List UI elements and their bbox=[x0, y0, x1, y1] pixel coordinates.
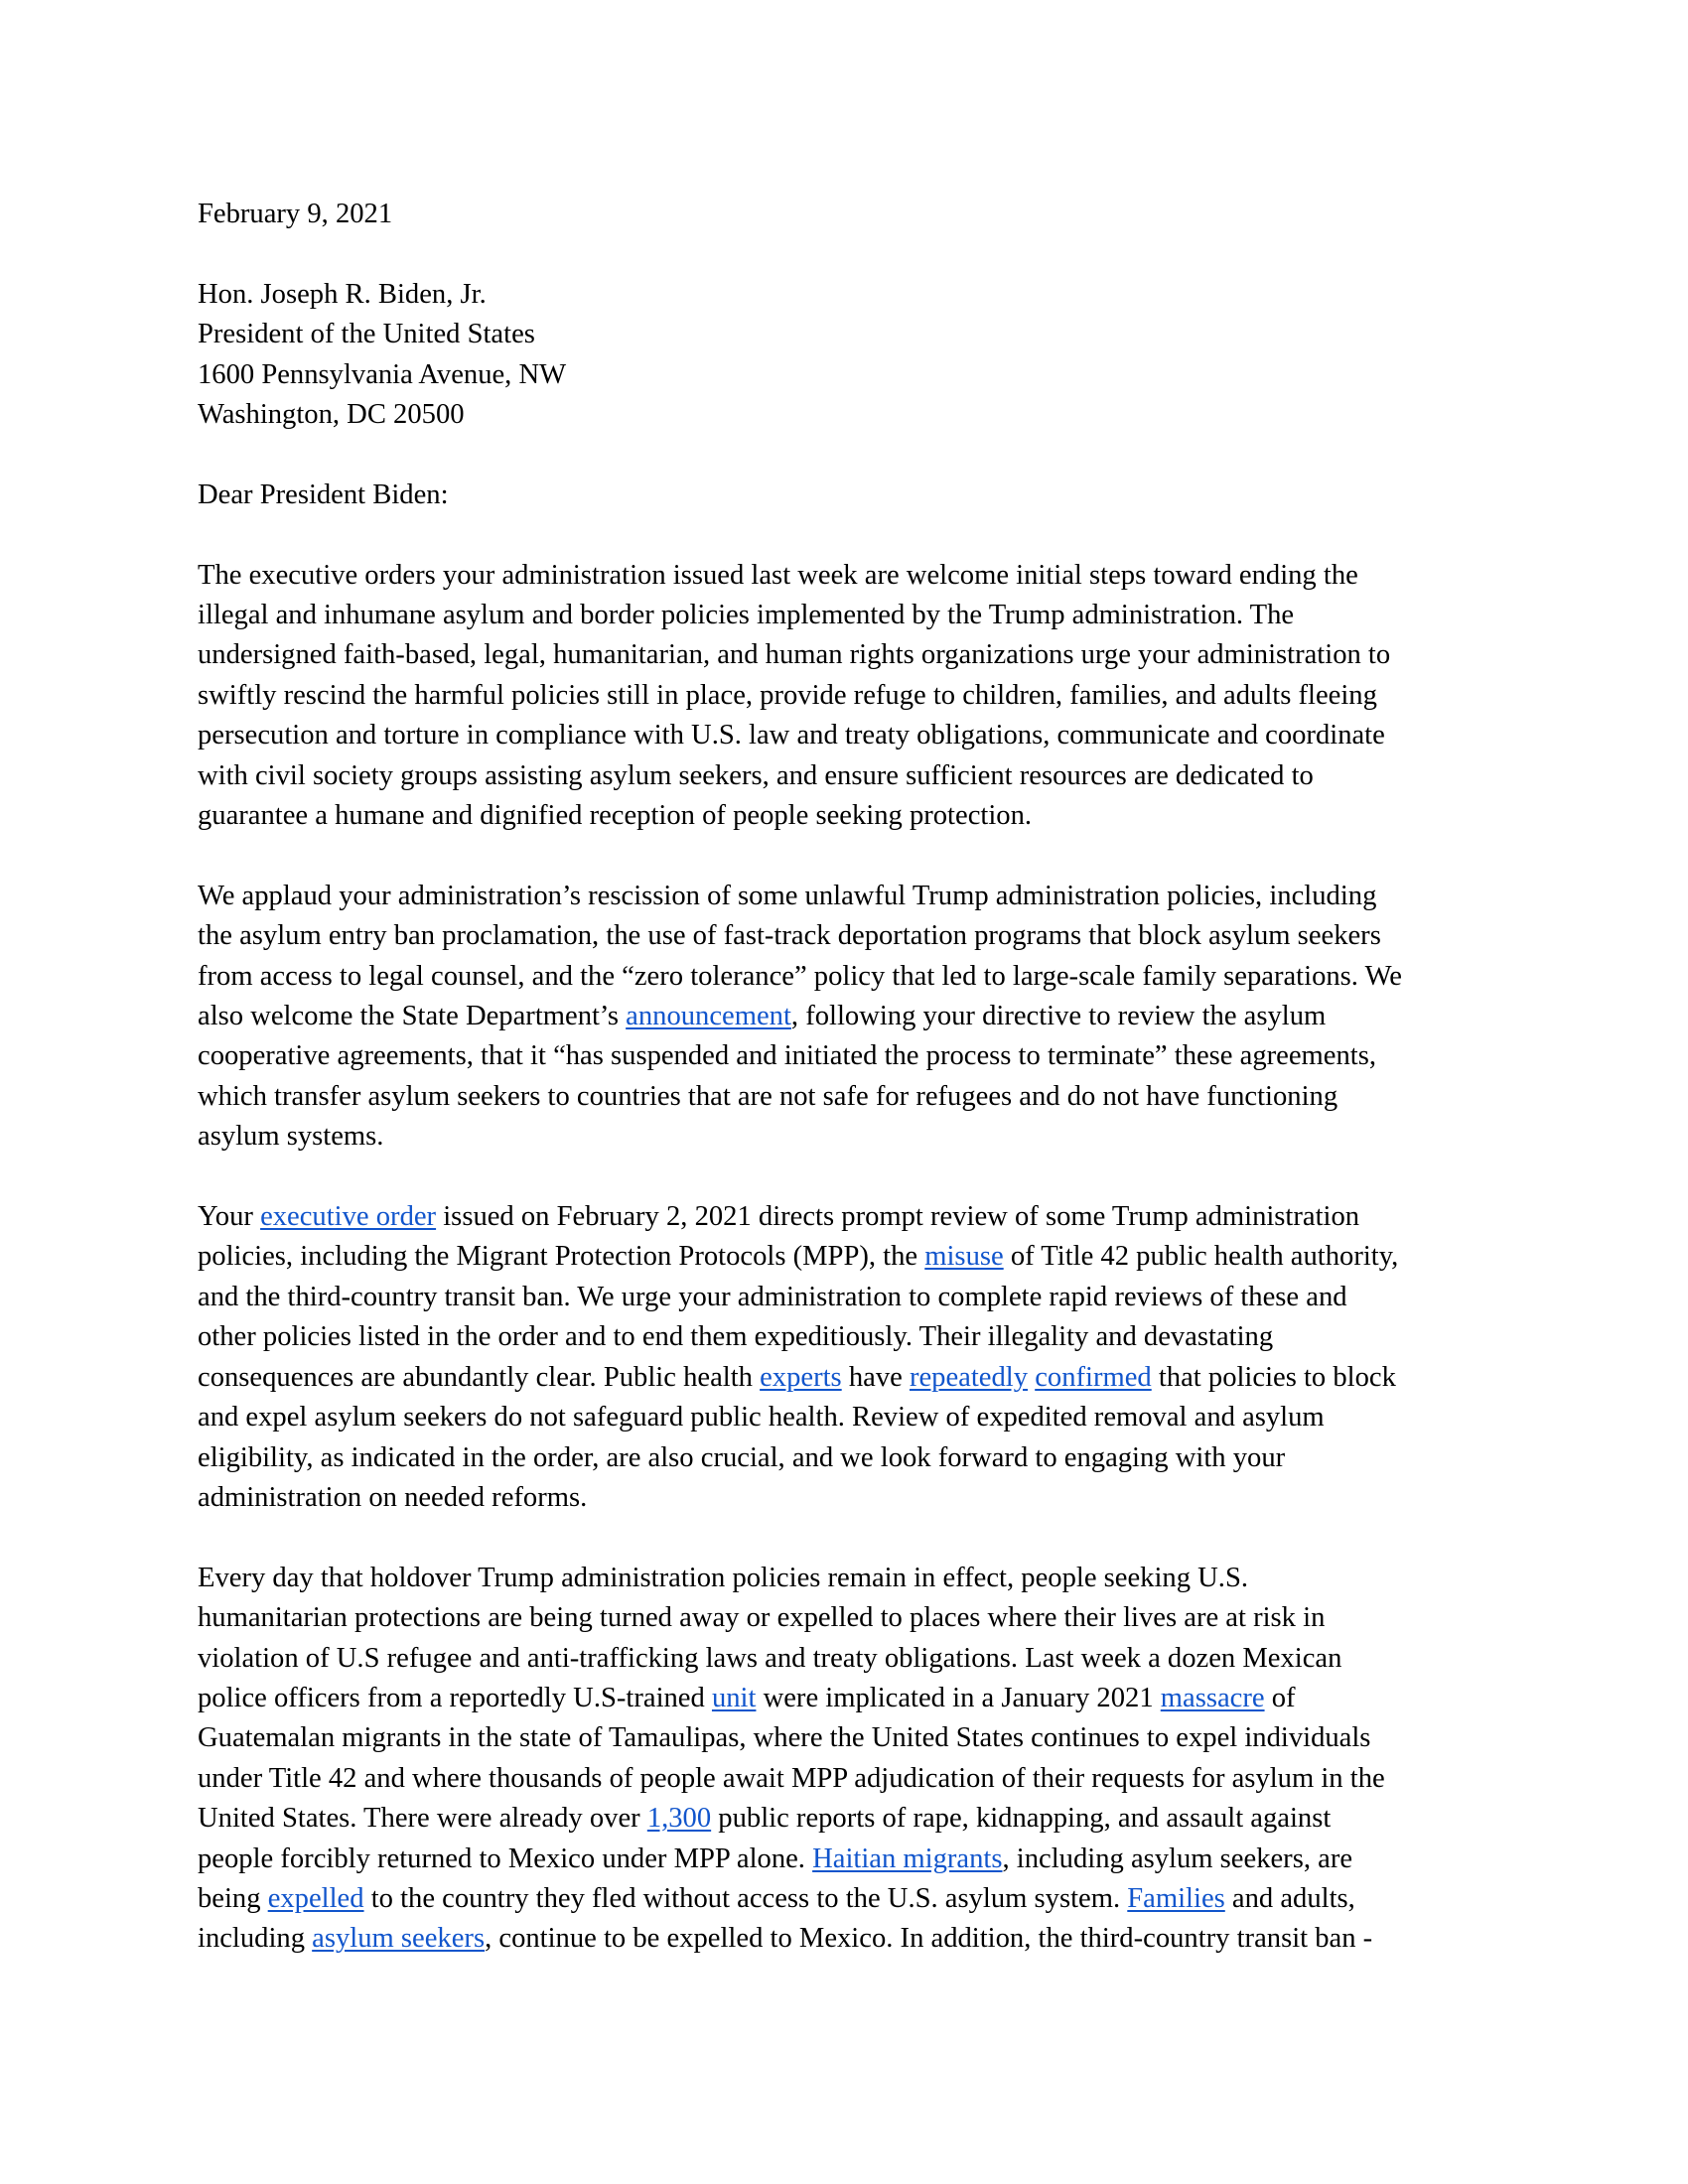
body-paragraph bbox=[198, 1197, 1498, 1518]
text-segment: The executive orders your administration issued last week are welcome initial steps toward ending the bbox=[198, 559, 1358, 591]
text-segment: have bbox=[841, 1361, 910, 1393]
paragraph-line bbox=[198, 877, 1498, 916]
paragraph-line bbox=[198, 1278, 1498, 1317]
paragraph-line bbox=[198, 796, 1498, 836]
paragraph-line bbox=[198, 1639, 1498, 1679]
paragraph-line bbox=[198, 596, 1498, 635]
text-segment: , following your directive to review the asylum bbox=[790, 1001, 1327, 1032]
text-segment: with civil society groups assisting asylum seekers, and ensure sufficient resources are dedicated to bbox=[198, 759, 1314, 791]
body-paragraph bbox=[198, 556, 1498, 837]
hyperlink[interactable]: asylum seekers bbox=[312, 1923, 486, 1955]
text-segment: issued on February 2, 2021 directs prompt review of some Trump administration bbox=[436, 1201, 1360, 1233]
text-segment: humanitarian protections are being turned away or expelled to places where their lives are at risk in bbox=[198, 1602, 1326, 1634]
text-segment: of bbox=[1264, 1682, 1296, 1713]
text-segment: under Title 42 and where thousands of people await MPP adjudication of their requests for asylum in the bbox=[198, 1762, 1385, 1794]
paragraph-line bbox=[198, 676, 1498, 716]
paragraph-line bbox=[198, 1478, 1498, 1518]
hyperlink[interactable]: Haitian migrants bbox=[812, 1843, 1003, 1874]
body-paragraph bbox=[198, 1559, 1498, 1960]
paragraph-line bbox=[198, 1879, 1498, 1919]
text-segment: and expel asylum seekers do not safeguard public health. Review of expedited removal and asylum bbox=[198, 1402, 1325, 1433]
paragraph-line bbox=[198, 1598, 1498, 1638]
address-line: President of the United States bbox=[198, 319, 535, 350]
paragraph-line bbox=[198, 1077, 1498, 1117]
body-paragraph bbox=[198, 877, 1498, 1158]
hyperlink[interactable]: 1,300 bbox=[646, 1803, 712, 1835]
paragraph-line bbox=[198, 1438, 1498, 1478]
salutation-text: Dear President Biden: bbox=[198, 478, 449, 510]
address-line: Washington, DC 20500 bbox=[198, 399, 465, 431]
paragraph-line bbox=[198, 556, 1498, 596]
paragraph-line bbox=[198, 916, 1498, 956]
letter-date bbox=[198, 195, 1498, 234]
paragraph-line bbox=[198, 957, 1498, 997]
paragraph-line bbox=[198, 997, 1498, 1036]
text-segment: eligibility, as indicated in the order, are also crucial, and we look forward to engaging with your bbox=[198, 1441, 1286, 1473]
text-segment: public reports of rape, kidnapping, and assault against bbox=[711, 1803, 1332, 1835]
hyperlink[interactable]: repeatedly bbox=[909, 1361, 1029, 1393]
paragraph-line bbox=[198, 1036, 1498, 1076]
text-segment: cooperative agreements, that it “has suspended and initiated the process to terminate” these agreements, bbox=[198, 1040, 1376, 1072]
text-segment: illegal and inhumane asylum and border policies implemented by the Trump administration. The bbox=[198, 600, 1295, 631]
paragraph-line bbox=[198, 1559, 1498, 1598]
text-segment: , continue to be expelled to Mexico. In addition, the third-country transit ban - bbox=[485, 1923, 1373, 1955]
paragraph-line bbox=[198, 1679, 1498, 1718]
paragraph-line bbox=[198, 1398, 1498, 1437]
hyperlink[interactable]: misuse bbox=[924, 1241, 1004, 1273]
text-segment: of Title 42 public health authority, bbox=[1003, 1241, 1399, 1273]
paragraph-line bbox=[198, 1799, 1498, 1839]
paragraph-line bbox=[198, 716, 1498, 755]
text-segment: which transfer asylum seekers to countries that are not safe for refugees and do not have functioning bbox=[198, 1080, 1338, 1112]
text-segment: being bbox=[198, 1882, 268, 1914]
text-segment: consequences are abundantly clear. Public health bbox=[198, 1361, 761, 1393]
address-line: 1600 Pennsylvania Avenue, NW bbox=[198, 358, 567, 390]
text-segment: to the country they fled without access to the U.S. asylum system. bbox=[363, 1882, 1128, 1914]
hyperlink[interactable]: unit bbox=[711, 1682, 757, 1713]
address-line: Hon. Joseph R. Biden, Jr. bbox=[198, 278, 487, 310]
paragraph-line bbox=[198, 1317, 1498, 1357]
paragraph-line bbox=[198, 1117, 1498, 1157]
paragraph-line bbox=[198, 1919, 1498, 1959]
text-segment: from access to legal counsel, and the “zero tolerance” policy that led to large-scale family separations. We bbox=[198, 960, 1402, 992]
text-segment: also welcome the State Department’s bbox=[198, 1001, 627, 1032]
text-segment: Every day that holdover Trump administration policies remain in effect, people seeking U.S. bbox=[198, 1562, 1249, 1593]
salutation bbox=[198, 476, 1498, 515]
text-segment: and the third-country transit ban. We urge your administration to complete rapid reviews of these and bbox=[198, 1281, 1347, 1312]
text-segment: police officers from a reportedly U.S-trained bbox=[198, 1682, 712, 1713]
text-segment: Guatemalan migrants in the state of Tamaulipas, where the United States continues to expel individuals bbox=[198, 1722, 1371, 1754]
text-segment: including bbox=[198, 1923, 313, 1955]
text-segment: administration on needed reforms. bbox=[198, 1481, 588, 1513]
text-segment: other policies listed in the order and to end them expeditiously. Their illegality and devastating bbox=[198, 1321, 1274, 1353]
letter-body bbox=[198, 195, 1498, 1960]
text-segment: We applaud your administration’s rescission of some unlawful Trump administration policies, including bbox=[198, 880, 1377, 911]
text-segment: the asylum entry ban proclamation, the use of fast-track deportation programs that block asylum seekers bbox=[198, 920, 1381, 952]
date-text: February 9, 2021 bbox=[198, 199, 393, 229]
text-segment: policies, including the Migrant Protection Protocols (MPP), the bbox=[198, 1241, 925, 1273]
text-segment: violation of U.S refugee and anti-trafficking laws and treaty obligations. Last week a dozen Mexican bbox=[198, 1642, 1342, 1674]
text-segment: asylum systems. bbox=[198, 1121, 384, 1153]
letter-paragraphs bbox=[198, 556, 1498, 1960]
text-segment: and adults, bbox=[1224, 1882, 1355, 1914]
paragraph-line bbox=[198, 756, 1498, 796]
paragraph-line bbox=[198, 1759, 1498, 1799]
paragraph-line bbox=[198, 635, 1498, 675]
text-segment: were implicated in a January 2021 bbox=[756, 1682, 1161, 1713]
hyperlink[interactable]: announcement bbox=[626, 1001, 791, 1032]
text-segment: guarantee a humane and dignified reception of people seeking protection. bbox=[198, 800, 1033, 832]
paragraph-line bbox=[198, 1358, 1498, 1398]
paragraph-line bbox=[198, 1197, 1498, 1237]
text-segment: people forcibly returned to Mexico under MPP alone. bbox=[198, 1843, 813, 1874]
text-segment: , including asylum seekers, are bbox=[1002, 1843, 1353, 1874]
hyperlink[interactable]: massacre bbox=[1160, 1682, 1265, 1713]
paragraph-line bbox=[198, 1840, 1498, 1879]
text-segment: swiftly rescind the harmful policies still in place, provide refuge to children, families, and adults fleeing bbox=[198, 679, 1377, 711]
text-segment: Your bbox=[198, 1201, 261, 1233]
hyperlink[interactable]: Families bbox=[1127, 1882, 1225, 1914]
hyperlink[interactable]: expelled bbox=[267, 1882, 364, 1914]
text-segment: persecution and torture in compliance with U.S. law and treaty obligations, communicate and coordinate bbox=[198, 720, 1385, 751]
hyperlink[interactable]: executive order bbox=[260, 1201, 437, 1233]
hyperlink[interactable]: confirmed bbox=[1035, 1361, 1152, 1393]
text-segment: United States. There were already over bbox=[198, 1803, 647, 1835]
text-segment: that policies to block bbox=[1151, 1361, 1396, 1393]
text-segment: undersigned faith-based, legal, humanitarian, and human rights organizations urge your administration to bbox=[198, 639, 1391, 671]
paragraph-line bbox=[198, 1237, 1498, 1277]
paragraph-line bbox=[198, 1718, 1498, 1758]
recipient-address bbox=[198, 275, 1498, 436]
hyperlink[interactable]: experts bbox=[760, 1361, 842, 1393]
